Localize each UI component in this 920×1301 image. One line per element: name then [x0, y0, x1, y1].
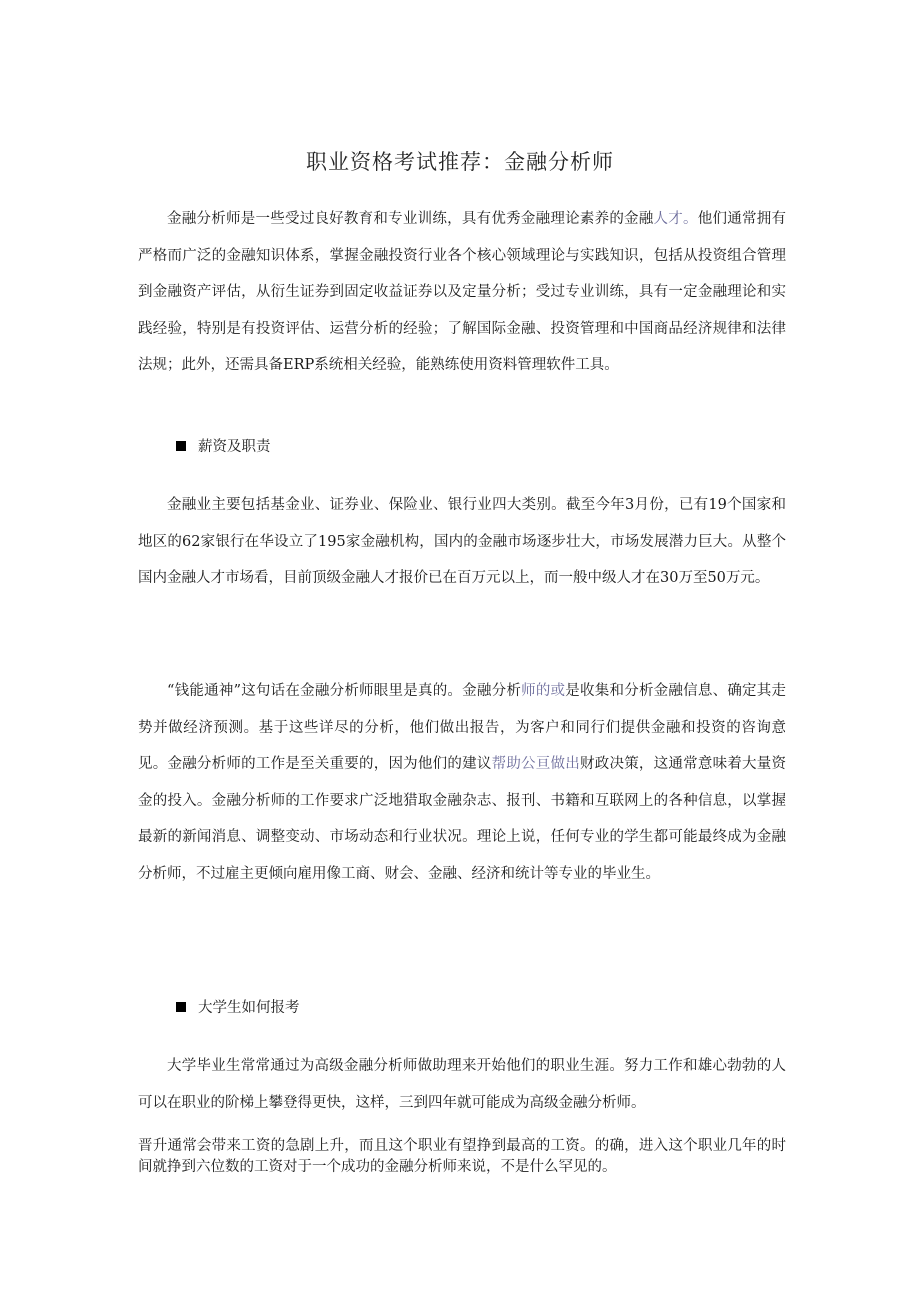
section-heading-salary: [176, 437, 271, 457]
page-title: 职业资格考试推荐：金融分析师: [306, 150, 614, 174]
intro-text-2: 他们通常拥有严格而广泛的金融知识体系，掌握金融投资行业各个核心领域理论与实践知识，包括从投资组合管理到金融资产评估，从衍生证券到固定收益证券以及定量分析；受过专业训练，具有一定金融理论和实践经验，特别是有投资评估、运营分析的经验；了解国际金融、投资管理和中国商品经济规律和法律法规；此外，还需具备ERP系统相关经验，能熟练使用资料管理软件工具。: [138, 211, 787, 373]
help-company-link[interactable]: 帮助公亘做出: [491, 756, 580, 772]
square-bullet-icon: [176, 441, 186, 451]
analyst-link[interactable]: 师的或: [521, 683, 566, 699]
promotion-paragraph: 晋升通常会带来工资的急剧上升，而且这个职业有望挣到最高的工资。的确，进入这个职业几年的时间就挣到六位数的工资对于一个成功的金融分析师来说，不是什么罕见的。: [138, 1138, 786, 1175]
duties-text-2: 是收集和分析金融信息、确定其走势并做经济预测。基于这些详尽的分析，他们做出报告，为客户和同行们提供金融和投资的咨询意见。金融分析师的工作是至关重要的，因为他们的建议: [138, 683, 787, 772]
talent-link[interactable]: 人才。: [653, 211, 698, 227]
intro-paragraph: [138, 201, 786, 384]
duties-paragraph: [138, 673, 786, 892]
section-heading-label: 薪资及职责: [198, 439, 271, 455]
career-paragraph: 大学毕业生常常通过为高级金融分析师做助理来开始他们的职业生涯。努力工作和雄心勃勃的人可以在职业的阶梯上攀登得更快，这样，三到四年就可能成为高级金融分析师。: [138, 1058, 786, 1111]
intro-text-1: 金融分析师是一些受过良好教育和专业训练，具有优秀金融理论素养的金融: [167, 211, 654, 227]
duties-text-3: 财政决策，这通常意味着大量资金的投入。金融分析师的工作要求广泛地猎取金融杂志、报刊、书籍和互联网上的各种信息，以掌握最新的新闻消息、调整变动、市场动态和行业状况。理论上说，任何专业的学生都可能最终成为金融分析师，不过雇主更倾向雇用像工商、财会、金融、经济和统计等专业的毕业生。: [138, 756, 787, 882]
section-heading-apply: [176, 998, 300, 1018]
duties-text-1: “钱能通神”这句话在金融分析师眼里是真的。金融分析: [167, 683, 522, 699]
salary-paragraph: 金融业主要包括基金业、证券业、保险业、银行业四大类别。截至今年3月份，已有19个国家和地区的62家银行在华设立了195家金融机构，国内的金融市场逐步壮大，市场发展潜力巨大。从整个国内金融人才市场看，目前顶级金融人才报价已在百万元以上，而一般中级人才在30万至50万元。: [138, 497, 786, 586]
square-bullet-icon: [176, 1002, 186, 1012]
section-heading-label: 大学生如何报考: [198, 1000, 300, 1016]
